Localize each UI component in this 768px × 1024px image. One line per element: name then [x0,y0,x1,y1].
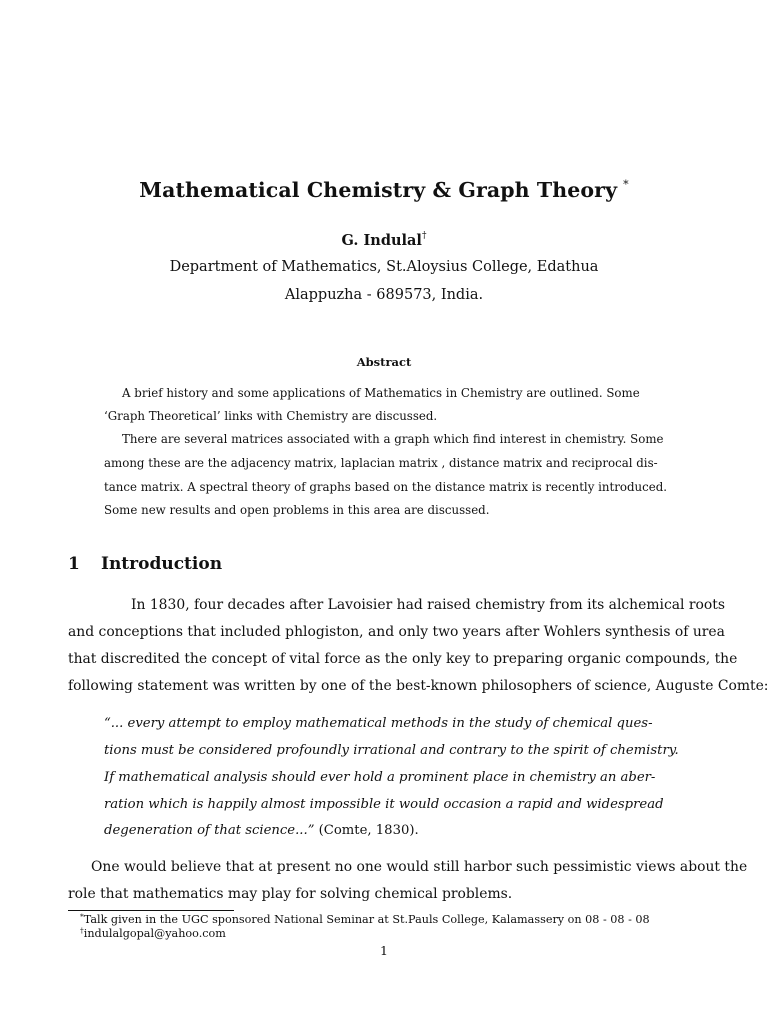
author-footnote-mark: † [421,231,427,241]
body-line: that discredited the concept of vital force as the only key to preparing organic compounds, the [68,651,738,667]
abstract-line: Some new results and open problems in this area are discussed. [104,503,490,517]
author [0,231,768,249]
body-line: In 1830, four decades after Lavoisier had raised chemistry from its alchemical roots [131,597,725,613]
abstract-line: ‘Graph Theoretical’ links with Chemistry are discussed. [104,409,438,423]
footnote-email[interactable]: indulalgopal@yahoo.com [83,927,226,940]
quote-line: If mathematical analysis should ever hold a prominent place in chemistry an aber- [104,770,656,785]
footnote-mark: * [80,912,84,921]
title-footnote-mark: * [623,178,629,191]
paper-title [0,178,768,202]
quote-ending: degeneration of that science...” [104,823,315,838]
affiliation-line-2: Alappuzha - 689573, India. [284,287,484,303]
footnote-2 [80,927,226,939]
abstract-line: tance matrix. A spectral theory of graphs based on the distance matrix is recently introduced. [104,480,668,494]
affiliation-line-1: Department of Mathematics, St.Aloysius College, Edathua [169,259,599,275]
body-line: and conceptions that included phlogiston, and only two years after Wohlers synthesis of urea [68,624,725,640]
quote-citation: (Comte, 1830). [314,823,419,838]
quote-line: tions must be considered profoundly irrational and contrary to the spirit of chemistry. [104,743,679,758]
abstract-heading: Abstract [356,355,412,369]
footnote-rule [68,910,234,911]
body-line: role that mathematics may play for solving chemical problems. [68,886,513,902]
page-number: 1 [380,943,388,958]
footnote-mark: † [80,926,84,935]
abstract-line: There are several matrices associated with a graph which find interest in chemistry. Some [122,432,664,446]
abstract-line: among these are the adjacency matrix, laplacian matrix , distance matrix and reciprocal dis- [104,456,658,470]
quote-line-last [104,824,630,837]
body-line: One would believe that at present no one would still harbor such pessimistic views about the [91,859,748,875]
quote-line: “... every attempt to employ mathematical methods in the study of chemical ques- [104,716,653,731]
quote-line: ration which is happily almost impossible it would occasion a rapid and widespread [104,797,664,812]
section-title: Introduction [101,554,223,574]
body-line: following statement was written by one of the best-known philosophers of science, Auguste Comte: [68,678,768,694]
footnote-1 [80,913,650,925]
section-number: 1 [68,554,80,574]
paper-title-text: Mathematical Chemistry & Graph Theory [139,178,618,202]
author-name: G. Indulal [341,232,422,249]
abstract-line: A brief history and some applications of Mathematics in Chemistry are outlined. Some [122,386,640,400]
footnote-text: Talk given in the UGC sponsored National Seminar at St.Pauls College, Kalamassery on 08 - 08 - 08 [83,913,650,926]
